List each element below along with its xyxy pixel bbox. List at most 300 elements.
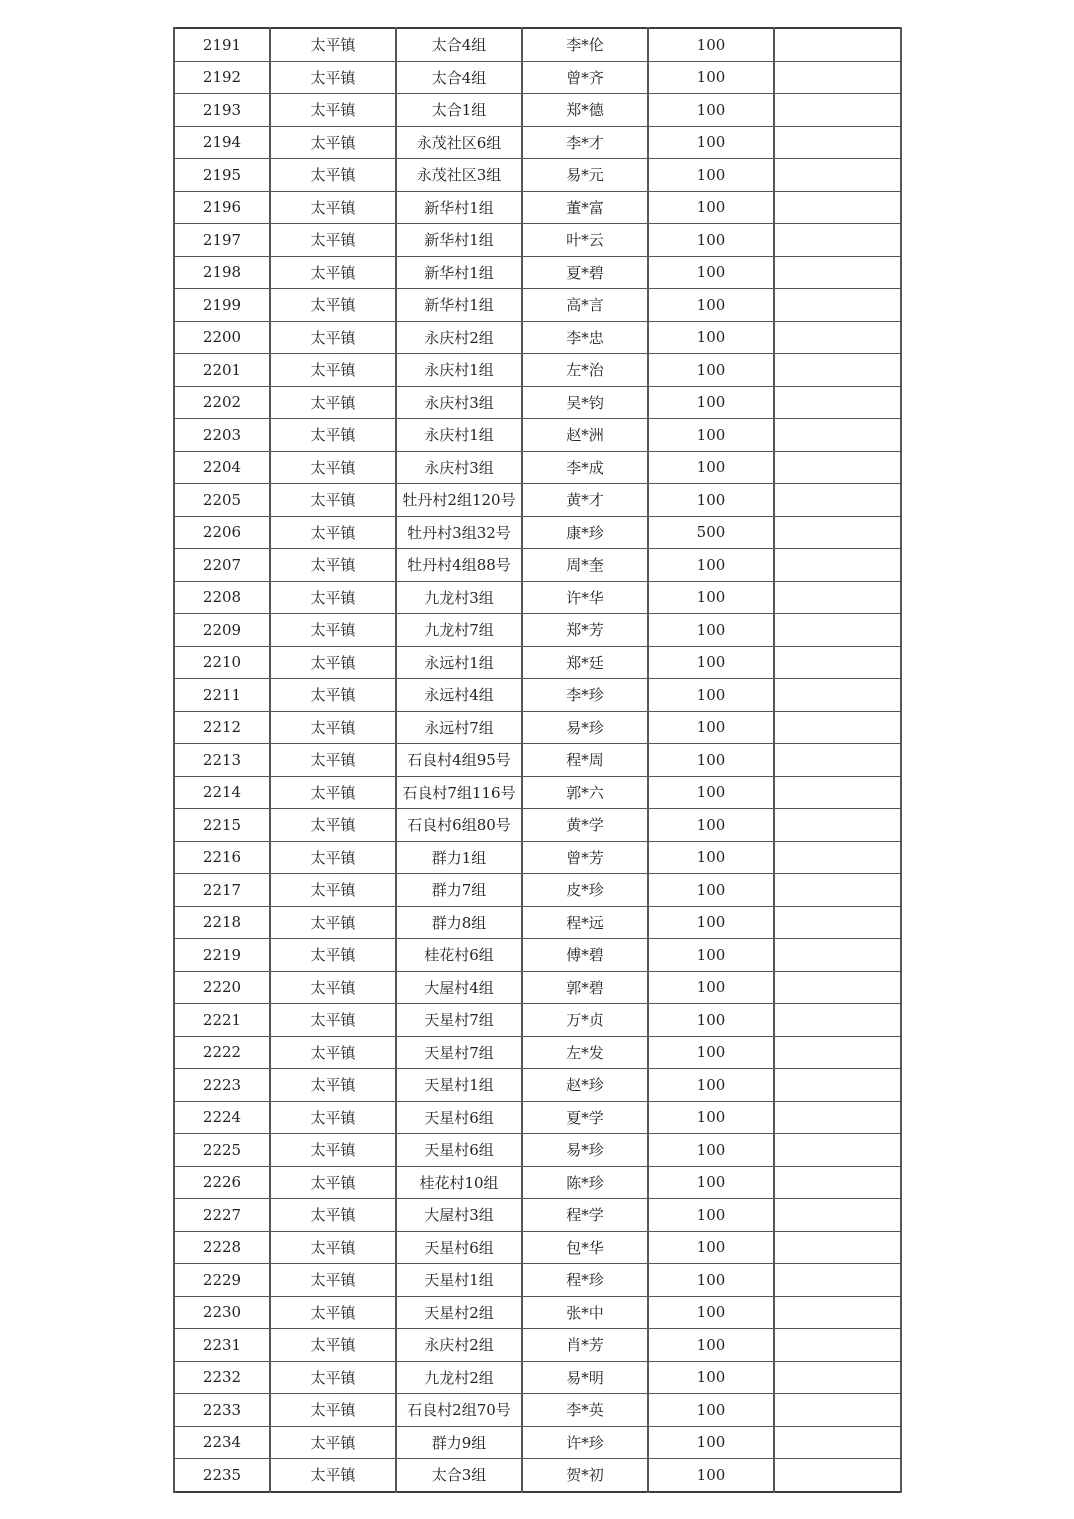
name-cell: 皮*珍: [522, 874, 648, 907]
town-cell: 太平镇: [270, 159, 396, 192]
name-cell: 包*华: [522, 1231, 648, 1264]
name-cell: 周*奎: [522, 549, 648, 582]
table-row: [174, 1004, 901, 1037]
serial-number-cell: 2205: [174, 484, 270, 517]
amount-cell: 100: [648, 1394, 774, 1427]
remark-cell: [774, 94, 901, 127]
name-cell: 夏*学: [522, 1101, 648, 1134]
remark-cell: [774, 711, 901, 744]
table-row: [174, 1329, 901, 1362]
name-cell: 李*忠: [522, 321, 648, 354]
table-row: [174, 1459, 901, 1492]
address-cell: 永远村7组: [396, 711, 522, 744]
remark-cell: [774, 419, 901, 452]
amount-cell: 100: [648, 841, 774, 874]
name-cell: 李*珍: [522, 679, 648, 712]
name-cell: 陈*珍: [522, 1166, 648, 1199]
town-cell: 太平镇: [270, 1166, 396, 1199]
address-cell: 牡丹村2组120号: [396, 484, 522, 517]
town-cell: 太平镇: [270, 1426, 396, 1459]
amount-cell: 100: [648, 549, 774, 582]
serial-number-cell: 2191: [174, 28, 270, 61]
roster-table-body: [174, 28, 901, 1492]
amount-cell: 100: [648, 1264, 774, 1297]
remark-cell: [774, 1004, 901, 1037]
table-row: [174, 906, 901, 939]
amount-cell: 100: [648, 61, 774, 94]
table-row: [174, 451, 901, 484]
serial-number-cell: 2207: [174, 549, 270, 582]
serial-number-cell: 2192: [174, 61, 270, 94]
amount-cell: 100: [648, 939, 774, 972]
address-cell: 天星村6组: [396, 1134, 522, 1167]
address-cell: 九龙村3组: [396, 581, 522, 614]
table-row: [174, 224, 901, 257]
town-cell: 太平镇: [270, 1199, 396, 1232]
address-cell: 永庆村3组: [396, 386, 522, 419]
amount-cell: 100: [648, 289, 774, 322]
table-row: [174, 1231, 901, 1264]
serial-number-cell: 2194: [174, 126, 270, 159]
table-row: [174, 1361, 901, 1394]
table-row: [174, 159, 901, 192]
table-row: [174, 1069, 901, 1102]
name-cell: 郭*碧: [522, 971, 648, 1004]
amount-cell: 100: [648, 159, 774, 192]
address-cell: 太合3组: [396, 1459, 522, 1492]
table-row: [174, 321, 901, 354]
address-cell: 石良村7组116号: [396, 776, 522, 809]
serial-number-cell: 2216: [174, 841, 270, 874]
address-cell: 九龙村2组: [396, 1361, 522, 1394]
address-cell: 群力1组: [396, 841, 522, 874]
table-row: [174, 581, 901, 614]
address-cell: 太合1组: [396, 94, 522, 127]
town-cell: 太平镇: [270, 28, 396, 61]
town-cell: 太平镇: [270, 1394, 396, 1427]
serial-number-cell: 2201: [174, 354, 270, 387]
remark-cell: [774, 906, 901, 939]
table-row: [174, 549, 901, 582]
table-row: [174, 386, 901, 419]
table-row: [174, 1101, 901, 1134]
remark-cell: [774, 841, 901, 874]
address-cell: 天星村7组: [396, 1004, 522, 1037]
town-cell: 太平镇: [270, 614, 396, 647]
table-row: [174, 744, 901, 777]
remark-cell: [774, 289, 901, 322]
table-row: [174, 28, 901, 61]
town-cell: 太平镇: [270, 1329, 396, 1362]
name-cell: 张*中: [522, 1296, 648, 1329]
town-cell: 太平镇: [270, 776, 396, 809]
serial-number-cell: 2193: [174, 94, 270, 127]
serial-number-cell: 2214: [174, 776, 270, 809]
serial-number-cell: 2218: [174, 906, 270, 939]
address-cell: 新华村1组: [396, 289, 522, 322]
remark-cell: [774, 61, 901, 94]
table-row: [174, 646, 901, 679]
remark-cell: [774, 191, 901, 224]
remark-cell: [774, 126, 901, 159]
amount-cell: 100: [648, 1069, 774, 1102]
town-cell: 太平镇: [270, 874, 396, 907]
roster-table: [173, 27, 902, 1493]
address-cell: 太合4组: [396, 61, 522, 94]
address-cell: 牡丹村3组32号: [396, 516, 522, 549]
name-cell: 康*珍: [522, 516, 648, 549]
remark-cell: [774, 1459, 901, 1492]
serial-number-cell: 2222: [174, 1036, 270, 1069]
serial-number-cell: 2212: [174, 711, 270, 744]
remark-cell: [774, 1199, 901, 1232]
name-cell: 黄*才: [522, 484, 648, 517]
table-row: [174, 711, 901, 744]
address-cell: 群力9组: [396, 1426, 522, 1459]
name-cell: 郑*廷: [522, 646, 648, 679]
address-cell: 永远村4组: [396, 679, 522, 712]
town-cell: 太平镇: [270, 256, 396, 289]
serial-number-cell: 2209: [174, 614, 270, 647]
town-cell: 太平镇: [270, 126, 396, 159]
serial-number-cell: 2210: [174, 646, 270, 679]
town-cell: 太平镇: [270, 321, 396, 354]
amount-cell: 100: [648, 354, 774, 387]
amount-cell: 100: [648, 906, 774, 939]
name-cell: 曾*齐: [522, 61, 648, 94]
serial-number-cell: 2213: [174, 744, 270, 777]
serial-number-cell: 2235: [174, 1459, 270, 1492]
serial-number-cell: 2202: [174, 386, 270, 419]
amount-cell: 100: [648, 386, 774, 419]
name-cell: 程*学: [522, 1199, 648, 1232]
name-cell: 左*治: [522, 354, 648, 387]
name-cell: 李*英: [522, 1394, 648, 1427]
name-cell: 肖*芳: [522, 1329, 648, 1362]
amount-cell: 100: [648, 646, 774, 679]
serial-number-cell: 2204: [174, 451, 270, 484]
address-cell: 永庆村3组: [396, 451, 522, 484]
serial-number-cell: 2224: [174, 1101, 270, 1134]
town-cell: 太平镇: [270, 451, 396, 484]
table-row: [174, 256, 901, 289]
serial-number-cell: 2198: [174, 256, 270, 289]
serial-number-cell: 2234: [174, 1426, 270, 1459]
amount-cell: 100: [648, 1361, 774, 1394]
serial-number-cell: 2230: [174, 1296, 270, 1329]
name-cell: 赵*洲: [522, 419, 648, 452]
amount-cell: 100: [648, 1426, 774, 1459]
name-cell: 郑*芳: [522, 614, 648, 647]
table-row: [174, 484, 901, 517]
amount-cell: 100: [648, 1134, 774, 1167]
name-cell: 夏*碧: [522, 256, 648, 289]
remark-cell: [774, 1264, 901, 1297]
address-cell: 太合4组: [396, 28, 522, 61]
name-cell: 李*才: [522, 126, 648, 159]
address-cell: 群力8组: [396, 906, 522, 939]
remark-cell: [774, 1329, 901, 1362]
amount-cell: 100: [648, 28, 774, 61]
table-row: [174, 679, 901, 712]
serial-number-cell: 2195: [174, 159, 270, 192]
table-row: [174, 289, 901, 322]
address-cell: 天星村1组: [396, 1069, 522, 1102]
name-cell: 程*远: [522, 906, 648, 939]
name-cell: 高*言: [522, 289, 648, 322]
amount-cell: 100: [648, 776, 774, 809]
town-cell: 太平镇: [270, 809, 396, 842]
town-cell: 太平镇: [270, 224, 396, 257]
name-cell: 黄*学: [522, 809, 648, 842]
town-cell: 太平镇: [270, 1004, 396, 1037]
remark-cell: [774, 809, 901, 842]
amount-cell: 100: [648, 451, 774, 484]
table-row: [174, 1036, 901, 1069]
table-row: [174, 614, 901, 647]
remark-cell: [774, 386, 901, 419]
address-cell: 天星村1组: [396, 1264, 522, 1297]
table-row: [174, 1426, 901, 1459]
name-cell: 易*珍: [522, 711, 648, 744]
serial-number-cell: 2211: [174, 679, 270, 712]
address-cell: 永茂社区6组: [396, 126, 522, 159]
remark-cell: [774, 256, 901, 289]
address-cell: 永庆村2组: [396, 321, 522, 354]
serial-number-cell: 2199: [174, 289, 270, 322]
serial-number-cell: 2226: [174, 1166, 270, 1199]
amount-cell: 100: [648, 321, 774, 354]
address-cell: 新华村1组: [396, 224, 522, 257]
serial-number-cell: 2215: [174, 809, 270, 842]
table-row: [174, 1296, 901, 1329]
name-cell: 李*伦: [522, 28, 648, 61]
remark-cell: [774, 484, 901, 517]
remark-cell: [774, 549, 901, 582]
name-cell: 许*华: [522, 581, 648, 614]
town-cell: 太平镇: [270, 61, 396, 94]
town-cell: 太平镇: [270, 939, 396, 972]
serial-number-cell: 2223: [174, 1069, 270, 1102]
serial-number-cell: 2232: [174, 1361, 270, 1394]
amount-cell: 100: [648, 711, 774, 744]
remark-cell: [774, 321, 901, 354]
amount-cell: 100: [648, 581, 774, 614]
serial-number-cell: 2229: [174, 1264, 270, 1297]
town-cell: 太平镇: [270, 1134, 396, 1167]
address-cell: 新华村1组: [396, 256, 522, 289]
name-cell: 董*富: [522, 191, 648, 224]
serial-number-cell: 2227: [174, 1199, 270, 1232]
name-cell: 傅*碧: [522, 939, 648, 972]
remark-cell: [774, 646, 901, 679]
remark-cell: [774, 1069, 901, 1102]
remark-cell: [774, 971, 901, 1004]
amount-cell: 100: [648, 614, 774, 647]
town-cell: 太平镇: [270, 906, 396, 939]
town-cell: 太平镇: [270, 386, 396, 419]
remark-cell: [774, 939, 901, 972]
address-cell: 桂花村10组: [396, 1166, 522, 1199]
serial-number-cell: 2208: [174, 581, 270, 614]
town-cell: 太平镇: [270, 1101, 396, 1134]
name-cell: 万*贞: [522, 1004, 648, 1037]
town-cell: 太平镇: [270, 679, 396, 712]
name-cell: 许*珍: [522, 1426, 648, 1459]
amount-cell: 100: [648, 94, 774, 127]
remark-cell: [774, 614, 901, 647]
town-cell: 太平镇: [270, 744, 396, 777]
remark-cell: [774, 1101, 901, 1134]
amount-cell: 100: [648, 191, 774, 224]
table-row: [174, 126, 901, 159]
table-row: [174, 191, 901, 224]
amount-cell: 100: [648, 874, 774, 907]
town-cell: 太平镇: [270, 516, 396, 549]
address-cell: 大屋村3组: [396, 1199, 522, 1232]
town-cell: 太平镇: [270, 1231, 396, 1264]
address-cell: 永庆村2组: [396, 1329, 522, 1362]
remark-cell: [774, 224, 901, 257]
name-cell: 叶*云: [522, 224, 648, 257]
table-row: [174, 419, 901, 452]
amount-cell: 100: [648, 1166, 774, 1199]
amount-cell: 100: [648, 1296, 774, 1329]
remark-cell: [774, 744, 901, 777]
amount-cell: 100: [648, 971, 774, 1004]
amount-cell: 100: [648, 484, 774, 517]
town-cell: 太平镇: [270, 1296, 396, 1329]
address-cell: 天星村6组: [396, 1101, 522, 1134]
remark-cell: [774, 159, 901, 192]
town-cell: 太平镇: [270, 354, 396, 387]
remark-cell: [774, 581, 901, 614]
town-cell: 太平镇: [270, 191, 396, 224]
town-cell: 太平镇: [270, 419, 396, 452]
table-row: [174, 1264, 901, 1297]
address-cell: 大屋村4组: [396, 971, 522, 1004]
address-cell: 天星村7组: [396, 1036, 522, 1069]
address-cell: 桂花村6组: [396, 939, 522, 972]
address-cell: 牡丹村4组88号: [396, 549, 522, 582]
table-row: [174, 776, 901, 809]
serial-number-cell: 2196: [174, 191, 270, 224]
amount-cell: 500: [648, 516, 774, 549]
town-cell: 太平镇: [270, 1264, 396, 1297]
name-cell: 郭*六: [522, 776, 648, 809]
name-cell: 曾*芳: [522, 841, 648, 874]
remark-cell: [774, 1426, 901, 1459]
town-cell: 太平镇: [270, 94, 396, 127]
table-row: [174, 1199, 901, 1232]
town-cell: 太平镇: [270, 1459, 396, 1492]
remark-cell: [774, 1361, 901, 1394]
remark-cell: [774, 776, 901, 809]
remark-cell: [774, 1134, 901, 1167]
remark-cell: [774, 874, 901, 907]
serial-number-cell: 2220: [174, 971, 270, 1004]
serial-number-cell: 2219: [174, 939, 270, 972]
table-row: [174, 939, 901, 972]
amount-cell: 100: [648, 744, 774, 777]
address-cell: 天星村2组: [396, 1296, 522, 1329]
amount-cell: 100: [648, 1004, 774, 1037]
remark-cell: [774, 679, 901, 712]
name-cell: 吴*钧: [522, 386, 648, 419]
name-cell: 程*周: [522, 744, 648, 777]
serial-number-cell: 2233: [174, 1394, 270, 1427]
address-cell: 石良村6组80号: [396, 809, 522, 842]
remark-cell: [774, 516, 901, 549]
address-cell: 群力7组: [396, 874, 522, 907]
serial-number-cell: 2197: [174, 224, 270, 257]
address-cell: 天星村6组: [396, 1231, 522, 1264]
town-cell: 太平镇: [270, 841, 396, 874]
amount-cell: 100: [648, 1231, 774, 1264]
address-cell: 永茂社区3组: [396, 159, 522, 192]
address-cell: 新华村1组: [396, 191, 522, 224]
amount-cell: 100: [648, 224, 774, 257]
amount-cell: 100: [648, 126, 774, 159]
address-cell: 石良村2组70号: [396, 1394, 522, 1427]
remark-cell: [774, 1296, 901, 1329]
name-cell: 易*元: [522, 159, 648, 192]
name-cell: 郑*德: [522, 94, 648, 127]
address-cell: 九龙村7组: [396, 614, 522, 647]
name-cell: 易*珍: [522, 1134, 648, 1167]
remark-cell: [774, 28, 901, 61]
town-cell: 太平镇: [270, 711, 396, 744]
amount-cell: 100: [648, 256, 774, 289]
table-row: [174, 971, 901, 1004]
town-cell: 太平镇: [270, 549, 396, 582]
remark-cell: [774, 1231, 901, 1264]
name-cell: 赵*珍: [522, 1069, 648, 1102]
remark-cell: [774, 1166, 901, 1199]
amount-cell: 100: [648, 1036, 774, 1069]
serial-number-cell: 2228: [174, 1231, 270, 1264]
serial-number-cell: 2200: [174, 321, 270, 354]
amount-cell: 100: [648, 1329, 774, 1362]
name-cell: 李*成: [522, 451, 648, 484]
name-cell: 程*珍: [522, 1264, 648, 1297]
serial-number-cell: 2231: [174, 1329, 270, 1362]
name-cell: 易*明: [522, 1361, 648, 1394]
name-cell: 左*发: [522, 1036, 648, 1069]
serial-number-cell: 2221: [174, 1004, 270, 1037]
address-cell: 永庆村1组: [396, 419, 522, 452]
serial-number-cell: 2217: [174, 874, 270, 907]
table-row: [174, 1166, 901, 1199]
table-row: [174, 1134, 901, 1167]
amount-cell: 100: [648, 1199, 774, 1232]
serial-number-cell: 2206: [174, 516, 270, 549]
town-cell: 太平镇: [270, 971, 396, 1004]
remark-cell: [774, 451, 901, 484]
address-cell: 永远村1组: [396, 646, 522, 679]
town-cell: 太平镇: [270, 1069, 396, 1102]
serial-number-cell: 2203: [174, 419, 270, 452]
town-cell: 太平镇: [270, 1036, 396, 1069]
amount-cell: 100: [648, 419, 774, 452]
town-cell: 太平镇: [270, 484, 396, 517]
address-cell: 永庆村1组: [396, 354, 522, 387]
town-cell: 太平镇: [270, 581, 396, 614]
serial-number-cell: 2225: [174, 1134, 270, 1167]
remark-cell: [774, 1036, 901, 1069]
table-row: [174, 354, 901, 387]
table-row: [174, 841, 901, 874]
